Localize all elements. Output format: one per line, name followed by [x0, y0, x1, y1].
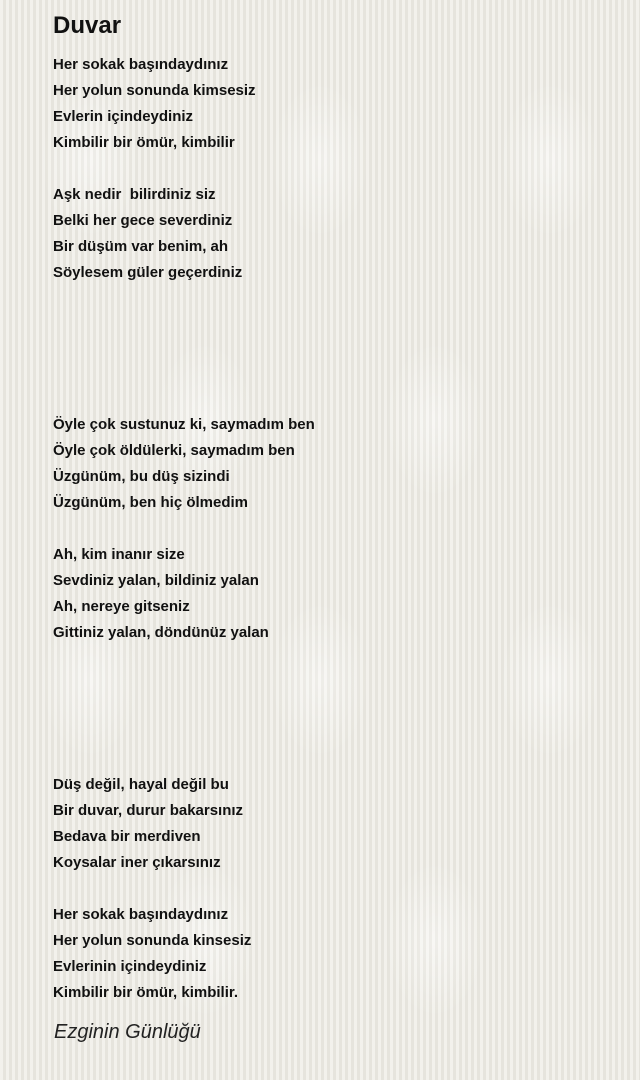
poem-title: Duvar	[53, 12, 122, 39]
poem-line: Bir duvar, durur bakarsınız	[53, 802, 244, 819]
poem-line: Evlerinin içindeydiniz	[53, 958, 207, 975]
poem-line: Her sokak başındaydınız	[53, 56, 229, 73]
poem-line: Bir düşüm var benim, ah	[53, 238, 229, 255]
poem-line: Bedava bir merdiven	[53, 828, 201, 845]
poem-line: Öyle çok öldülerki, saymadım ben	[53, 442, 295, 459]
stanza-6	[53, 902, 251, 1006]
poem-line: Evlerin içindeydiniz	[53, 108, 194, 125]
poem-line: Ah, nereye gitseniz	[53, 598, 190, 615]
poem-line: Söylesem güler geçerdiniz	[53, 264, 243, 281]
poem-line: Düş değil, hayal değil bu	[53, 776, 229, 793]
stanza-2	[53, 182, 242, 286]
poem-line: Kimbilir bir ömür, kimbilir	[53, 134, 235, 151]
poem-line: Belki her gece severdiniz	[53, 212, 233, 229]
poem-line: Her sokak başındaydınız	[53, 906, 229, 923]
stanza-5	[53, 772, 243, 876]
poem-line: Öyle çok sustunuz ki, saymadım ben	[53, 416, 315, 433]
poem-line: Koysalar iner çıkarsınız	[53, 854, 221, 871]
poem-line: Her yolun sonunda kinsesiz	[53, 932, 252, 949]
poem-line: Üzgünüm, ben hiç ölmedim	[53, 494, 249, 511]
poem-line: Sevdiniz yalan, bildiniz yalan	[53, 572, 259, 589]
poem-author: Ezginin Günlüğü	[54, 1021, 201, 1043]
stanza-1	[53, 52, 256, 156]
poem-line: Her yolun sonunda kimsesiz	[53, 82, 256, 99]
poem-line: Kimbilir bir ömür, kimbilir.	[53, 984, 239, 1001]
poem-line: Aşk nedir bilirdiniz siz	[53, 186, 216, 203]
poem-line: Gittiniz yalan, döndünüz yalan	[53, 624, 269, 641]
stanza-4	[53, 542, 269, 646]
poem-line: Ah, kim inanır size	[53, 546, 185, 563]
poem-line: Üzgünüm, bu düş sizindi	[53, 468, 230, 485]
stanza-3	[53, 412, 315, 516]
